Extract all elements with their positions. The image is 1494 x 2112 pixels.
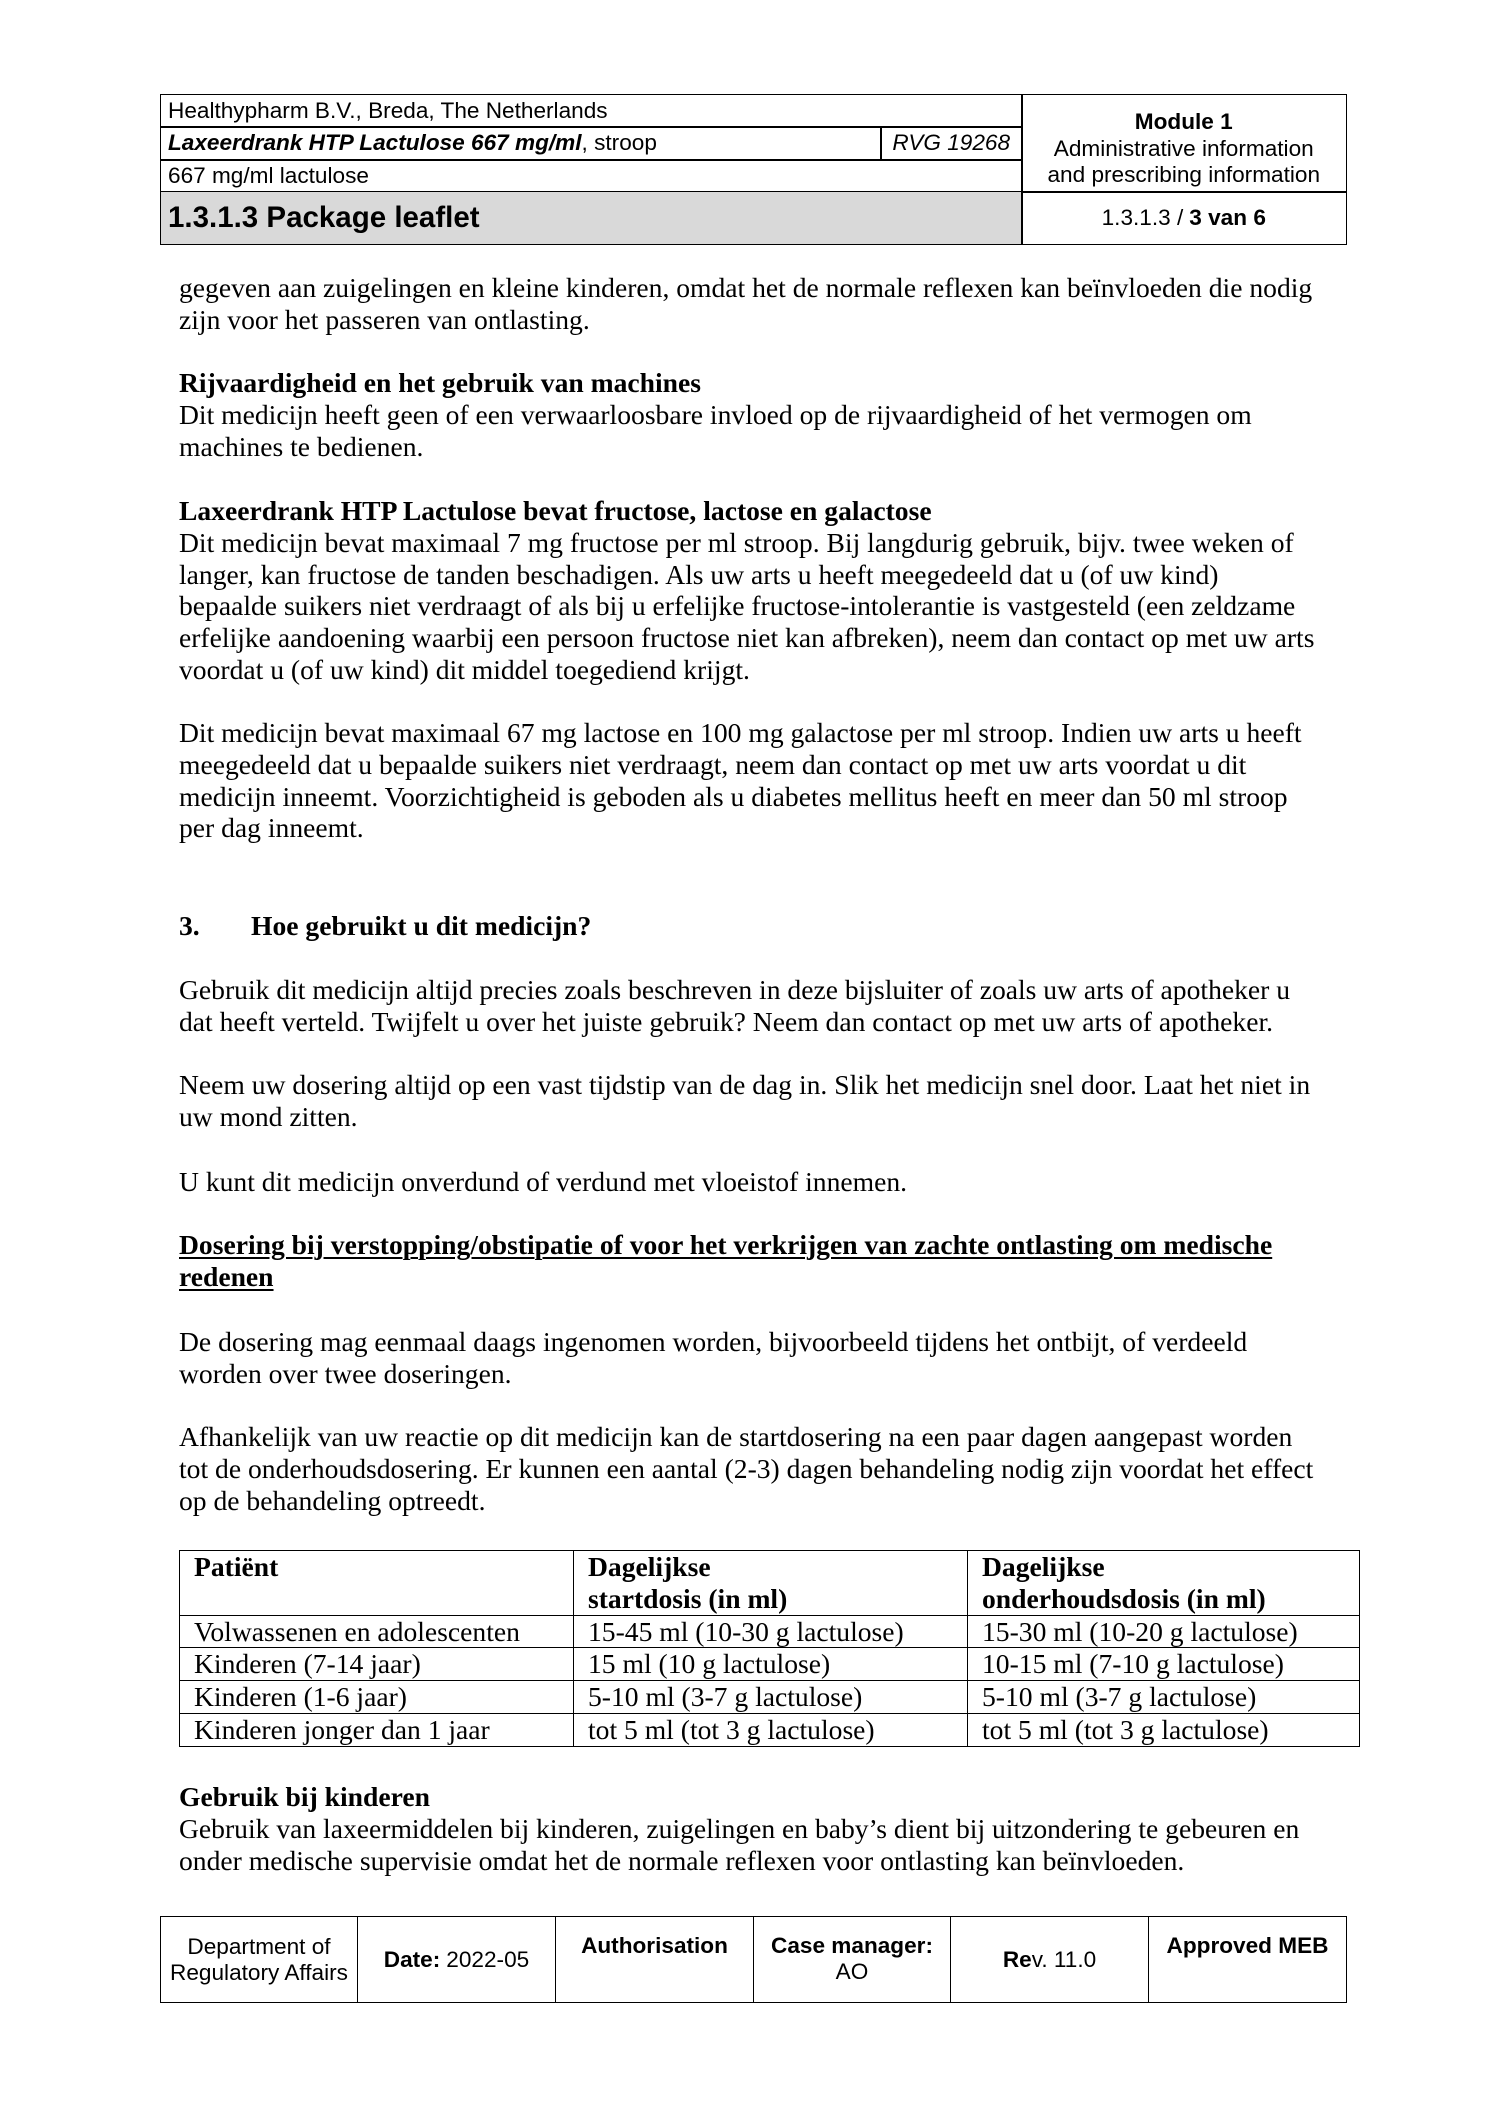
table-cell: 10-15 ml (7-10 g lactulose) <box>968 1648 1360 1681</box>
header-text: Dagelijkse <box>982 1551 1105 1582</box>
date-value: 2022-05 <box>446 1946 530 1972</box>
text-line: worden over twee doseringen. <box>179 1357 512 1389</box>
footer-case-manager-cell <box>754 1917 951 2003</box>
rvg-number: RVG 19268 <box>892 130 1011 156</box>
text-line: voordat u (of uw kind) dit middel toegediend krijgt. <box>179 653 750 685</box>
paragraph-lactose <box>179 717 1302 844</box>
table-cell: 15 ml (10 g lactulose) <box>574 1648 968 1681</box>
paragraph-infant-reflexes <box>179 272 1312 336</box>
text-line <box>179 1261 1272 1293</box>
table-cell: Kinderen jonger dan 1 jaar <box>180 1713 574 1746</box>
text-line: onder medische supervisie omdat het de normale reflexen voor ontlasting kan beïnvloeden. <box>179 1844 1185 1876</box>
column-header-maintenance-dose <box>968 1551 1360 1616</box>
subheading-dosing <box>179 1229 1272 1293</box>
text-line: De dosering mag eenmaal daags ingenomen worden, bijvoorbeeld tijdens het ontbijt, of verdeeld <box>179 1326 1248 1357</box>
table-row <box>180 1615 1360 1648</box>
footer-approved-cell <box>1149 1917 1347 2003</box>
header-company-cell <box>160 94 1023 128</box>
revision-label-bold: Re <box>1002 1946 1032 1972</box>
paragraph-adjustment <box>179 1421 1313 1516</box>
page-section-ref: 1.3.1.3 / <box>1101 204 1184 230</box>
paragraph-driving <box>179 367 1252 462</box>
paragraph-frequency <box>179 1326 1247 1390</box>
header-text: onderhoudsdosis (in ml) <box>982 1582 1266 1614</box>
header-strength-cell <box>160 159 1023 193</box>
header-module-cell <box>1021 94 1347 193</box>
text-line: erfelijke aandoening waarbij een persoon fructose niet kan afbreken), neem dan contact op met uw arts <box>179 622 1315 654</box>
footer-department-cell <box>161 1917 358 2003</box>
table-cell: 15-30 ml (10-20 g lactulose) <box>968 1615 1360 1648</box>
table-cell: 5-10 ml (3-7 g lactulose) <box>574 1681 968 1714</box>
text-line: Gebruik dit medicijn altijd precies zoals beschreven in deze bijsluiter of zoals uw arts of apotheker u <box>179 974 1291 1005</box>
header-section-cell <box>160 191 1023 245</box>
text-line: meegedeeld dat u bepaalde suikers niet verdraagt, neem dan contact op met uw arts voordat u dit <box>179 748 1247 780</box>
header-page-cell <box>1021 191 1347 245</box>
department-line: Department of <box>187 1933 331 1959</box>
date-label: Date: <box>383 1946 441 1972</box>
paragraph-sugars <box>179 495 1314 686</box>
dosage-table <box>179 1550 1360 1747</box>
text-line: per dag inneemt. <box>179 812 364 844</box>
module-title: Module 1 <box>1134 109 1233 134</box>
text-line: dat heeft verteld. Twijfelt u over het juiste gebruik? Neem dan contact op met uw arts of apotheker. <box>179 1005 1274 1037</box>
table-row <box>180 1713 1360 1746</box>
subheading-driving: Rijvaardigheid en het gebruik van machines <box>179 367 702 398</box>
text-line: Dit medicijn bevat maximaal 7 mg fructose per ml stroop. Bij langdurig gebruik, bijv. twee weken of <box>179 526 1294 558</box>
paragraph-timing <box>179 1069 1310 1133</box>
table-cell: Volwassenen en adolescenten <box>180 1615 574 1648</box>
text-line: Dosering bij verstopping/obstipatie of voor het verkrijgen van zachte ontlasting om medische <box>179 1229 1273 1260</box>
paragraph-dilution <box>179 1166 907 1198</box>
section-3-heading <box>179 910 591 942</box>
product-name: Laxeerdrank HTP Lactulose 667 mg/ml <box>168 130 582 156</box>
text-line: U kunt dit medicijn onverdund of verdund met vloeistof innemen. <box>179 1166 908 1197</box>
text-line: zijn voor het passeren van ontlasting. <box>179 303 590 335</box>
revision-value: v. 11.0 <box>1031 1946 1097 1972</box>
text-line: langer, kan fructose de tanden beschadigen. Als uw arts u heeft meegedeeld dat u (of uw kind) <box>179 558 1219 590</box>
table-cell: Kinderen (7-14 jaar) <box>180 1648 574 1681</box>
footer-revision-cell <box>951 1917 1149 2003</box>
header-rvg-cell <box>880 126 1023 161</box>
text-line: Dit medicijn heeft geen of een verwaarloosbare invloed op de rijvaardigheid of het vermogen om <box>179 398 1252 430</box>
authorisation-label: Authorisation <box>581 1933 728 1958</box>
page-number: 3 van 6 <box>1189 204 1266 230</box>
header-product-cell <box>160 126 882 161</box>
header-text: Dagelijkse <box>588 1551 711 1582</box>
table-cell: tot 5 ml (tot 3 g lactulose) <box>968 1713 1360 1746</box>
text-line: Gebruik van laxeermiddelen bij kinderen, zuigelingen en baby’s dient bij uitzondering te gebeuren en <box>179 1812 1300 1844</box>
table-row <box>180 1681 1360 1714</box>
section-title-text: Hoe gebruikt u dit medicijn? <box>251 910 592 941</box>
product-form: , stroop <box>581 130 657 156</box>
text-line: op de behandeling optreedt. <box>179 1484 486 1516</box>
footer-authorisation-cell <box>556 1917 754 2003</box>
header-text: Patiënt <box>194 1551 279 1582</box>
case-manager-label: Case manager: <box>771 1933 933 1958</box>
footer-date-cell <box>358 1917 556 2003</box>
text-line: Dit medicijn bevat maximaal 67 mg lactose en 100 mg galactose per ml stroop. Indien uw arts u heeft <box>179 717 1302 748</box>
text-fragment: redenen <box>179 1260 274 1292</box>
column-header-patient <box>180 1551 574 1616</box>
text-line: machines te bedienen. <box>179 430 424 462</box>
module-description-line: Administrative information <box>1053 135 1314 161</box>
subheading-children: Gebruik bij kinderen <box>179 1781 430 1812</box>
section-title: 1.3.1.3 Package leaflet <box>168 200 480 234</box>
department-line: Regulatory Affairs <box>170 1959 348 1985</box>
text-line: Neem uw dosering altijd op een vast tijdstip van de dag in. Slik het medicijn snel door. Laat het niet in <box>179 1069 1311 1100</box>
column-header-start-dose <box>574 1551 968 1616</box>
text-line: tot de onderhoudsdosering. Er kunnen een aantal (2-3) dagen behandeling nodig zijn voordat het effect <box>179 1452 1314 1484</box>
table-cell: tot 5 ml (tot 3 g lactulose) <box>574 1713 968 1746</box>
footer-row <box>161 1917 1347 2003</box>
paragraph-usage <box>179 974 1290 1038</box>
product-strength: 667 mg/ml lactulose <box>168 162 369 188</box>
table-cell: Kinderen (1-6 jaar) <box>180 1681 574 1714</box>
subheading-sugars: Laxeerdrank HTP Lactulose bevat fructose, lactose en galactose <box>179 495 932 526</box>
case-manager-value: AO <box>835 1959 869 1984</box>
text-line: bepaalde suikers niet verdraagt of als bij u erfelijke fructose-intolerantie is vastgesteld (een zeldzame <box>179 590 1296 622</box>
module-description-line: and prescribing information <box>1047 162 1321 187</box>
company-name: Healthypharm B.V., Breda, The Netherlands <box>168 97 608 123</box>
text-line: uw mond zitten. <box>179 1100 358 1132</box>
table-cell: 15-45 ml (10-30 g lactulose) <box>574 1615 968 1648</box>
document-footer <box>160 1916 1347 2003</box>
table-header-row <box>180 1551 1360 1616</box>
section-number: 3. <box>179 910 200 941</box>
table-row <box>180 1648 1360 1681</box>
paragraph-children <box>179 1781 1299 1876</box>
table-cell: 5-10 ml (3-7 g lactulose) <box>968 1681 1360 1714</box>
header-text: startdosis (in ml) <box>588 1582 788 1614</box>
text-line: Afhankelijk van uw reactie op dit medicijn kan de startdosering na een paar dagen aangepast worden <box>179 1421 1293 1452</box>
approved-label: Approved MEB <box>1166 1933 1329 1958</box>
text-line: gegeven aan zuigelingen en kleine kinderen, omdat het de normale reflexen kan beïnvloeden die nodig <box>179 272 1313 303</box>
text-line: medicijn inneemt. Voorzichtigheid is geboden als u diabetes mellitus heeft en meer dan 50 ml stroop <box>179 780 1288 812</box>
